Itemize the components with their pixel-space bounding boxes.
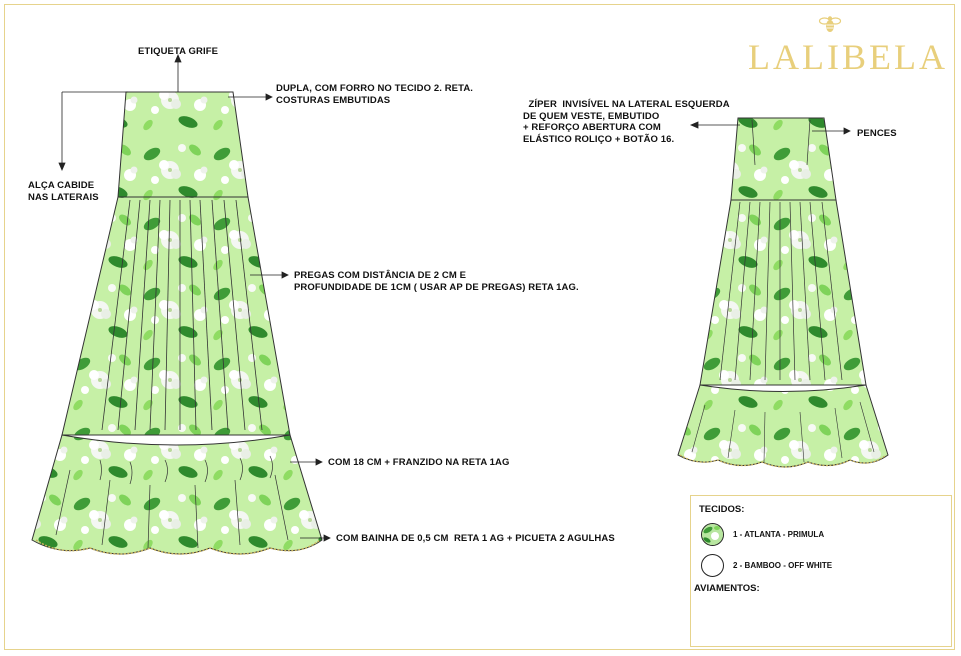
label-babado: COM 18 CM + FRANZIDO NA RETA 1AG xyxy=(328,457,510,468)
aviamentos-heading: AVIAMENTOS: xyxy=(694,583,760,594)
fabric-2-label: 2 - BAMBOO - OFF WHITE xyxy=(733,561,833,570)
legend-box xyxy=(690,495,952,647)
label-etiqueta-grife: ETIQUETA GRIFE xyxy=(138,46,219,57)
off-white-swatch xyxy=(701,554,724,577)
floral-green-swatch xyxy=(701,523,724,546)
label-dupla-forro: DUPLA, COM FORRO NO TECIDO 2. RETA. COSTURAS EMBUTIDAS xyxy=(276,83,474,106)
label-pences: PENCES xyxy=(857,128,897,139)
label-ziper: ZÍPER INVISÍVEL NA LATERAL ESQUERDA DE QUEM VESTE, EMBUTIDO + REFORÇO ABERTURA COM ELÁSTICO ROLIÇO + BOTÃO 16. xyxy=(523,99,730,145)
label-bainha: COM BAINHA DE 0,5 CM RETA 1 AG + PICUETA 2 AGULHAS xyxy=(336,533,615,544)
tecidos-heading: TECIDOS: xyxy=(699,504,745,515)
brand-logo: LALIBELA xyxy=(748,37,948,77)
label-pregas: PREGAS COM DISTÂNCIA DE 2 CM E PROFUNDIDADE DE 1CM ( USAR AP DE PREGAS) RETA 1AG. xyxy=(294,270,579,293)
label-alca-cabide: ALÇA CABIDE NAS LATERAIS xyxy=(28,180,99,203)
fabric-1-label: 1 - ATLANTA - PRIMULA xyxy=(733,530,825,539)
